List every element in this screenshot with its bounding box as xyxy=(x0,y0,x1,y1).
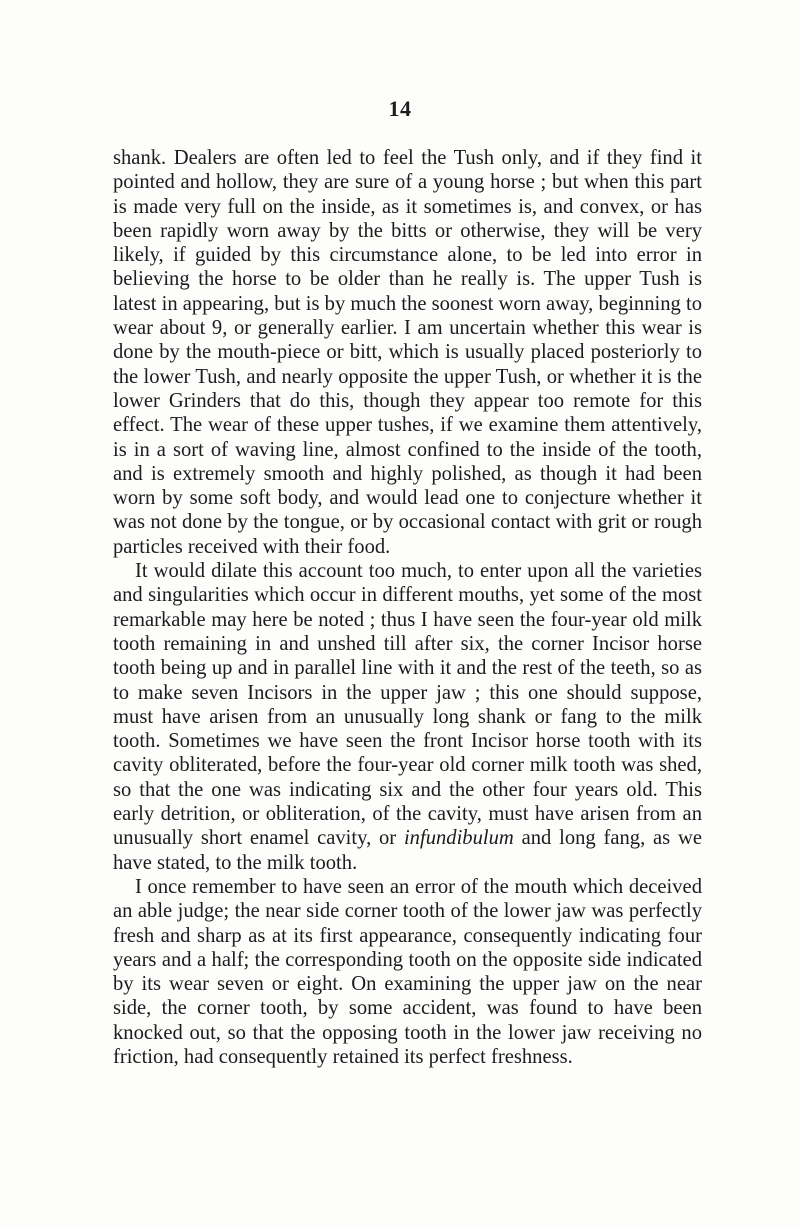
paragraph-1 xyxy=(113,146,702,559)
body-text xyxy=(113,146,702,1069)
paragraph-3-text: I once remember to have seen an error of the mouth which deceived an able judge; the near side corner tooth of the lower jaw was perfectly fresh and sharp as at its first appearance, consequently indicating four years and a half; the corresponding tooth on the opposite side indicated by its wear seven or eight. On examining the upper jaw on the near side, the corner tooth, by some accident, was found to have been knocked out, so that the opposing tooth in the lower jaw receiving no friction, had consequently retained its perfect freshness. xyxy=(113,875,702,1068)
paragraph-2 xyxy=(113,559,702,875)
paragraph-1-text: shank. Dealers are often led to feel the Tush only, and if they find it pointed and hollow, they are sure of a young horse ; but when this part is made very full on the inside, as it sometimes is, and convex, or has been rapidly worn away by the bitts or otherwise, they will be very likely, if guided by this circumstance alone, to be led into error in believing the horse to be older than he really is. The upper Tush is latest in appearing, but is by much the soonest worn away, beginning to wear about 9, or generally earlier. I am uncertain whether this wear is done by the mouth-piece or bitt, which is usually placed posteriorly to the lower Tush, and nearly opposite the upper Tush, or whether it is the lower Grinders that do this, though they appear too remote for this effect. The wear of these upper tushes, if we examine them attentively, is in a sort of waving line, almost confined to the inside of the tooth, and is extremely smooth and highly polished, as though it had been worn by some soft body, and would lead one to conjecture whether it was not done by the tongue, or by occasional contact with grit or rough particles received with their food. xyxy=(113,147,702,558)
paragraph-2-text-a: It would dilate this account too much, to enter upon all the varieties and singularities which occur in different mouths, yet some of the most remarkable may here be noted ; thus I have seen the four-year old milk tooth remaining in and unshed till after six, the corner Incisor horse tooth being up and in parallel line with it and the rest of the teeth, so as to make seven Incisors in the upper jaw ; this one should suppose, must have arisen from an unusually long shank or fang to the milk tooth. Sometimes we have seen the front Incisor horse tooth with its cavity obliterated, before the four-year old corner milk tooth was shed, so that the one was indicating six and the other four years old. This early detrition, or obliteration, of the cavity, must have arisen from an unusually short enamel cavity, or xyxy=(113,560,702,850)
paragraph-2-text-b: and long fang, as we have stated, to the milk tooth. xyxy=(113,827,702,874)
paragraph-3 xyxy=(113,875,702,1069)
paragraph-2-italic-term: infundibulum xyxy=(403,827,514,850)
page-number: 14 xyxy=(388,96,412,121)
